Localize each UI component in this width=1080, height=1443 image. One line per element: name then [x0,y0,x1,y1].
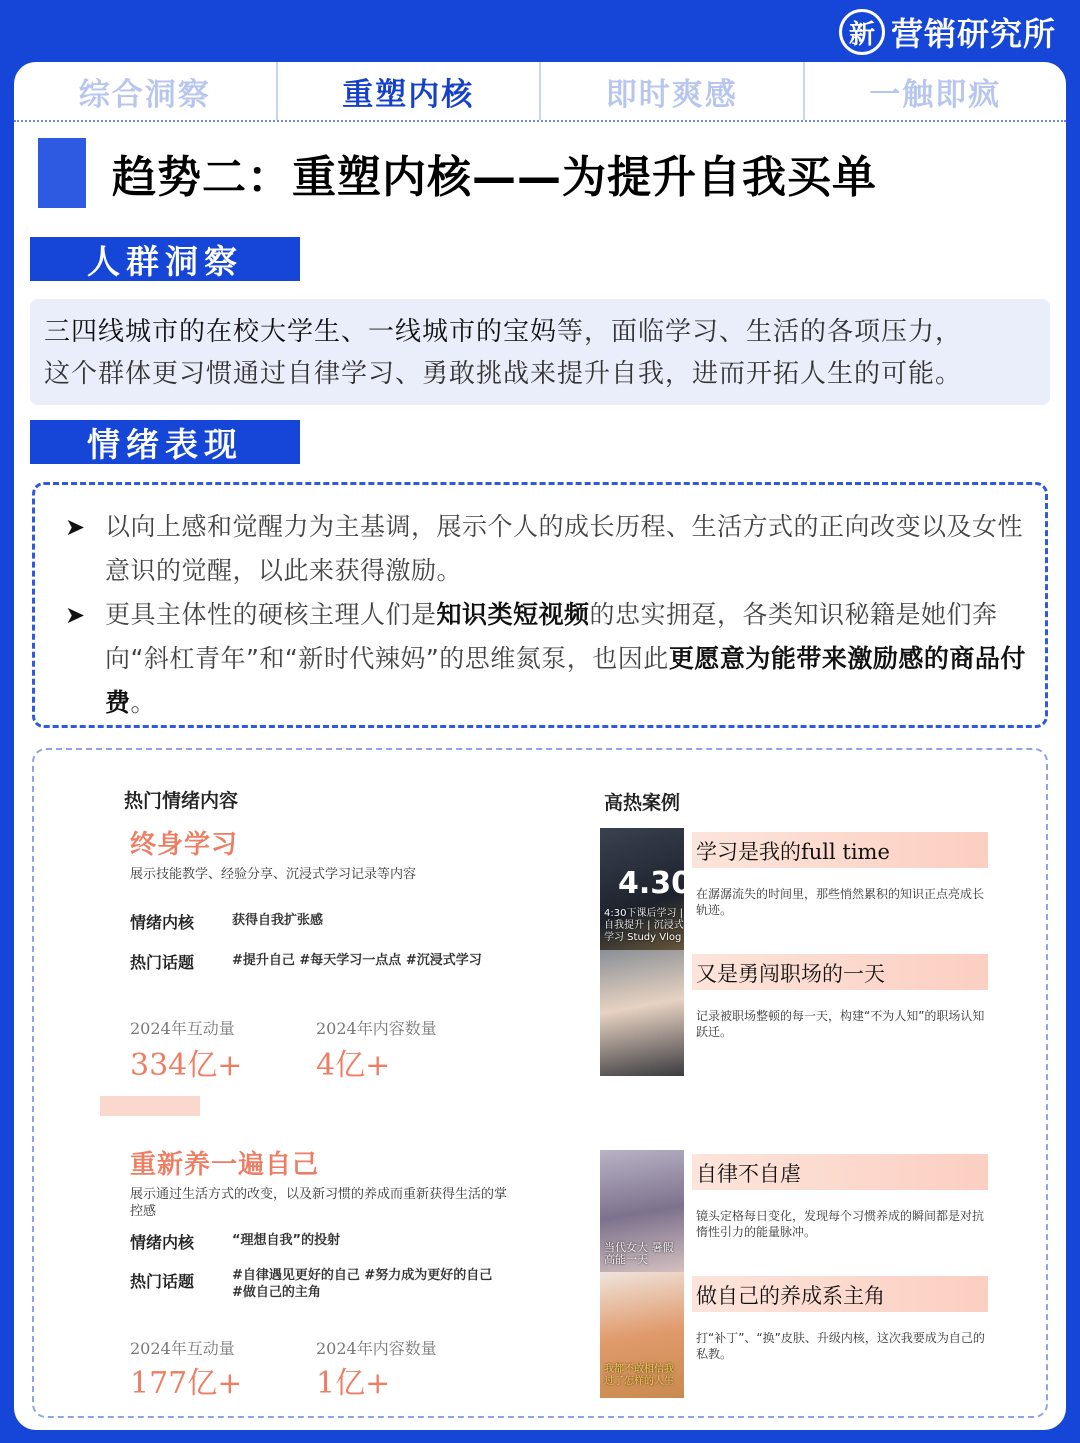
stat-label: 2024年互动量 [130,1339,235,1358]
insight-text-line2: 这个群体更习惯通过自律学习、勇敢挑战来提升自我，进而开拓人生的可能。 [44,359,963,389]
hot-content-header: 热门情绪内容 [124,790,239,812]
stat-value: 334亿+ [130,1048,243,1083]
page-title-row [38,138,877,208]
page-title: 趋势二：重塑内核——为提升自我买单 [112,152,877,203]
case-card[interactable] [600,1150,995,1276]
case-thumbnail [600,1272,684,1398]
stat-value: 1亿+ [316,1366,391,1401]
tags-value: #自律遇见更好的自己 #努力成为更好的自己 #做自己的主角 [232,1268,493,1300]
core-label: 情绪内核 [130,913,195,932]
case-title: 自律不自虐 [696,1162,801,1186]
tab-instant-pleasure[interactable]: 即时爽感 [541,62,805,120]
title-accent-bar [38,138,86,208]
insight-highlight: 三四线城市的在校大学生、一线城市的宝妈 [44,317,558,347]
bullet-item [65,505,1033,593]
case-title: 又是勇闯职场的一天 [696,962,885,986]
thumb-big-text: 4.30 [618,866,693,901]
trend-sheet [100,766,1010,1416]
brand-logo [839,6,1056,58]
thumb-overlay-text: 我都不敢相信我 过了怎样的人生 [604,1364,674,1387]
stat-value: 4亿+ [316,1048,391,1083]
stat-label: 2024年内容数量 [316,1019,437,1038]
case-thumbnail [600,950,684,1076]
emotion-box [32,482,1048,728]
tab-trigger-craze[interactable]: 一触即疯 [869,76,1002,113]
case-card[interactable] [600,950,995,1076]
thumb-overlay-text: 4:30下课后学习 | 自我提升 | 沉浸式学习 Study Vlog [604,908,684,943]
stat-value: 177亿+ [130,1366,243,1401]
stat-label: 2024年互动量 [130,1019,235,1038]
insight-text-box [30,299,1050,405]
case-card[interactable] [600,1272,995,1398]
tags-label: 热门话题 [130,953,195,972]
section-label-insight: 人群洞察 [30,237,300,281]
content-card [14,62,1066,1430]
section-label-emotion: 情绪表现 [30,420,300,464]
brand-name: 营销研究所 [890,15,1056,53]
bullet-text: 以向上感和觉醒力为主基调，展示个人的成长历程、生活方式的正向改变以及女性意识的觉醒，以此来获得激励。 [105,512,1024,585]
tab-bar [14,62,1066,122]
brand-badge: 新 [839,9,885,55]
arrow-icon: ➤ [65,601,86,629]
hot-cases-header: 高热案例 [604,792,681,814]
topic-desc: 展示通过生活方式的改变，以及新习惯的养成而重新获得生活的掌控感 [130,1187,508,1219]
core-value: 获得自我扩张感 [232,913,324,928]
case-title: 做自己的养成系主角 [696,1284,885,1308]
insight-text-rest: 等，面临学习、生活的各项压力， [557,317,963,347]
case-card[interactable] [600,828,995,954]
bullet-item [65,593,1033,725]
case-desc: 镜头定格每日变化，发现每个习惯养成的瞬间都是对抗惰性引力的能量脉冲。 [696,1209,985,1239]
case-thumbnail [600,828,693,954]
case-desc: 在潺潺流失的时间里，那些悄然累积的知识正点亮成长轨迹。 [696,887,985,917]
stat-label: 2024年内容数量 [316,1339,437,1358]
case-desc: 打“补丁”、“换”皮肤、升级内核，这次我要成为自己的私教。 [696,1331,985,1361]
case-thumbnail [600,1150,684,1276]
core-value: “理想自我”的投射 [232,1233,341,1248]
tags-value: #提升自己 #每天学习一点点 #沉浸式学习 [232,953,482,968]
case-desc: 记录被职场整顿的每一天，构建“不为人知”的职场认知跃迁。 [696,1009,985,1039]
core-label: 情绪内核 [130,1233,195,1252]
arrow-icon: ➤ [65,513,86,541]
tags-label: 热门话题 [130,1272,195,1291]
thumb-overlay-text: 当代女大 暑假高能一天 [604,1241,674,1266]
topic-title: 终身学习 [130,830,239,860]
tab-overview[interactable]: 综合洞察 [14,62,278,120]
trend-image-panel [32,748,1048,1418]
topic-desc: 展示技能教学、经验分享、沉浸式学习记录等内容 [130,867,417,882]
case-title: 学习是我的full time [696,840,890,864]
pink-divider [100,1096,200,1116]
topic-title: 重新养一遍自己 [130,1150,320,1180]
bullet-text: 更具主体性的硬核主理人们是知识类短视频的忠实拥趸，各类知识秘籍是她们奔向“斜杠青年”和“新时代辣妈”的思维氮泵，也因此更愿意为能带来激励感的商品付费。 [105,600,1026,717]
tab-reshape-core[interactable]: 重塑内核 [278,62,542,120]
